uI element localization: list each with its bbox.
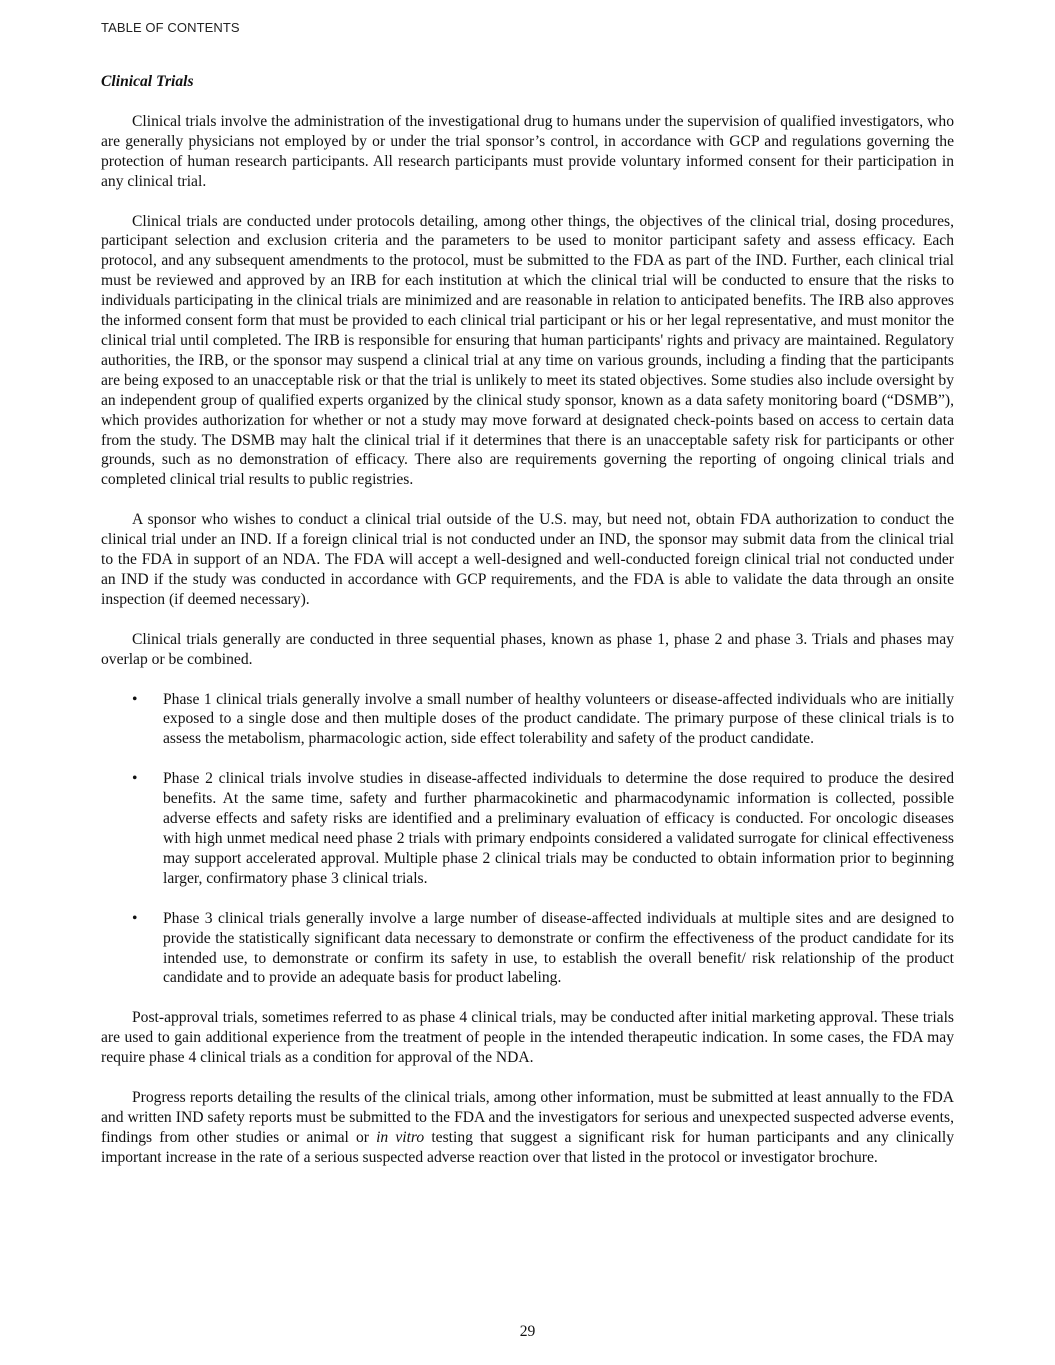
phase-list <box>101 690 954 989</box>
paragraph-foreign-trials: A sponsor who wishes to conduct a clinical trial outside of the U.S. may, but need not, obtain FDA authorization to conduct the clinical trial under an IND. If a foreign clinical trial is not conducted under an IND, the sponsor may submit data from the clinical trial to the FDA in support of an NDA. The FDA will accept a well-designed and well-conducted foreign clinical trial not conducted under an IND if the study was conducted in accordance with GCP requirements, and the FDA is able to validate the data through an onsite inspection (if deemed necessary). <box>101 511 954 608</box>
progress-text-start: Progress reports detailing the results of the clinical trials, among other information, must be submitted at least annually to the FDA and written IND safety reports must be submitted to the FDA and the investigators for serious and unexpected suspected adverse events, findings from other studies or animal or <box>101 1089 954 1146</box>
page-number: 29 <box>519 1323 536 1340</box>
paragraph-overview: Clinical trials involve the administration of the investigational drug to humans under the supervision of qualified investigators, who are generally physicians not employed by or under the trial sponsor’s control, in accordance with GCP and regulations governing the protection of human research participants. All research participants must provide voluntary informed consent for their participation in any clinical trial. <box>101 112 954 190</box>
bullet-marker: • <box>132 770 138 788</box>
list-item-text: Phase 2 clinical trials involve studies in disease-affected individuals to determine the dose required to produce the desired benefits. At the same time, safety and further pharmacokinetic and pharmacodynamic information is collected, possible adverse effects and safety risks are identified and a preliminary evaluation of efficacy is conducted. For oncologic diseases with high unmet medical need phase 2 trials with primary endpoints considered a validated surrogate for clinical effectiveness may support accelerated approval. Multiple phase 2 clinical trials may be conducted to obtain information prior to beginning larger, confirmatory phase 3 clinical trials. <box>163 770 954 887</box>
progress-text-end: testing that suggest a significant risk for human participants and any clinically important increase in the rate of a serious suspected adverse reaction over that listed in the protocol or investigator brochure. <box>101 1128 954 1166</box>
list-item-phase-1 <box>101 690 954 750</box>
paragraph-post-approval: Post-approval trials, sometimes referred to as phase 4 clinical trials, may be conducted after initial marketing approval. These trials are used to gain additional experience from the treatment of people in the intended therapeutic indication. In some cases, the FDA may require phase 4 clinical trials as a condition for approval of the NDA. <box>101 1009 954 1067</box>
paragraph-progress-reports <box>101 1088 954 1168</box>
paragraph-protocols: Clinical trials are conducted under protocols detailing, among other things, the objectives of the clinical trial, dosing procedures, participant selection and exclusion criteria and the parameters to be used to monitor participant safety and assess efficacy. Each protocol, and any subsequent amendments to the protocol, must be submitted to the FDA as part of the IND. Further, each clinical trial must be reviewed and approved by an IRB for each institution at which the clinical trial will be conducted to ensure that the risks to individuals participating in the clinical trials are minimized and are reasonable in relation to anticipated benefits. The IRB also approves the informed consent form that must be provided to each clinical trial participant or his or her legal representative, and must monitor the clinical trial until completed. The IRB is responsible for ensuring that human participants' rights and privacy are maintained. Regulatory authorities, the IRB, or the sponsor may suspend a clinical trial at any time on various grounds, including a finding that the participants are being exposed to an unacceptable risk or that the trial is unlikely to meet its stated objectives. Some studies also include oversight by an independent group of qualified experts organized by the clinical study sponsor, known as a data safety monitoring board (“DSMB”), which provides authorization for whether or not a study may move forward at designated check-points based on access to certain data from the study. The DSMB may halt the clinical trial if it determines that there is an unacceptable safety risk for participants or other grounds, such as no demonstration of efficacy. There also are requirements governing the reporting of ongoing clinical trials and completed clinical trial results to public registries. <box>101 212 954 489</box>
document-body <box>101 72 954 1188</box>
list-item-text: Phase 3 clinical trials generally involve a large number of disease-affected individuals at multiple sites and are designed to provide the statistically significant data necessary to demonstrate or confirm the effectiveness of the product candidate for its intended use, to demonstrate or confirm its safety in use, to establish the overall benefit/ risk relationship of the product candidate and to provide an adequate basis for product labeling. <box>163 909 954 987</box>
bullet-marker: • <box>132 909 138 927</box>
paragraph-phases-intro: Clinical trials generally are conducted in three sequential phases, known as phase 1, phase 2 and phase 3. Trials and phases may overlap or be combined. <box>101 630 954 668</box>
list-item-text: Phase 1 clinical trials generally involve a small number of healthy volunteers or disease-affected individuals who are initially exposed to a single dose and then multiple doses of the product candidate. The primary purpose of these clinical trials is to assess the metabolism, pharmacologic action, side effect tolerability and safety of the product candidate. <box>163 690 954 748</box>
bullet-marker: • <box>132 690 138 708</box>
section-title: Clinical Trials <box>101 73 194 90</box>
list-item-phase-3 <box>101 909 954 989</box>
list-item-phase-2 <box>101 769 954 888</box>
table-of-contents-link[interactable]: TABLE OF CONTENTS <box>101 20 240 35</box>
progress-text-italic: in vitro <box>376 1128 425 1146</box>
